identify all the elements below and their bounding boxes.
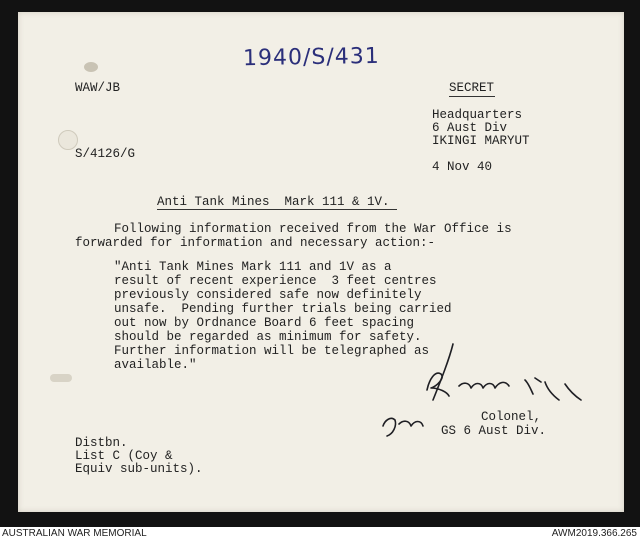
subject-underline [157,209,397,210]
file-reference: S/4126/G [75,147,136,161]
handwritten-file-number: 1940/S/431 [242,43,380,72]
quote-line-6: should be regarded as minimum for safety. [114,330,422,344]
intro-line-2: forwarded for information and necessary action:- [75,236,436,250]
paper-stain [84,62,98,72]
intro-line-1: Following information received from the War Office is [114,222,512,236]
classification-marking: SECRET [449,81,495,95]
quote-line-1: "Anti Tank Mines Mark 111 and 1V as a [114,260,392,274]
quote-line-8: available." [114,358,197,372]
archive-item-id: AWM2019.366.265 [551,528,637,539]
classification-underline [449,96,495,97]
paper-stain [50,374,72,382]
quote-line-2: result of recent experience 3 feet centres [114,274,437,288]
quote-line-4: unsafe. Pending further trials being carried [114,302,452,316]
hq-line-3: IKINGI MARYUT [432,134,530,148]
distribution-heading: Distbn. [75,436,128,450]
signatory-rank: Colonel, [481,410,542,424]
letter-date: 4 Nov 40 [432,160,493,174]
hq-line-2: 6 Aust Div [432,121,508,135]
archive-footer [0,527,640,541]
initials: WAW/JB [75,81,121,95]
quote-line-7: Further information will be telegraphed as [114,344,430,358]
letter-subject: Anti Tank Mines Mark 111 & 1V. [157,195,390,209]
hq-line-1: Headquarters [432,108,523,122]
archive-name: AUSTRALIAN WAR MEMORIAL [2,528,147,539]
distribution-line-2: Equiv sub-units). [75,462,203,476]
signatory-unit: GS 6 Aust Div. [441,424,547,438]
quote-line-3: previously considered safe now definitely [114,288,422,302]
quote-line-5: out now by Ordnance Board 6 feet spacing [114,316,415,330]
distribution-line-1: List C (Coy & [75,449,173,463]
